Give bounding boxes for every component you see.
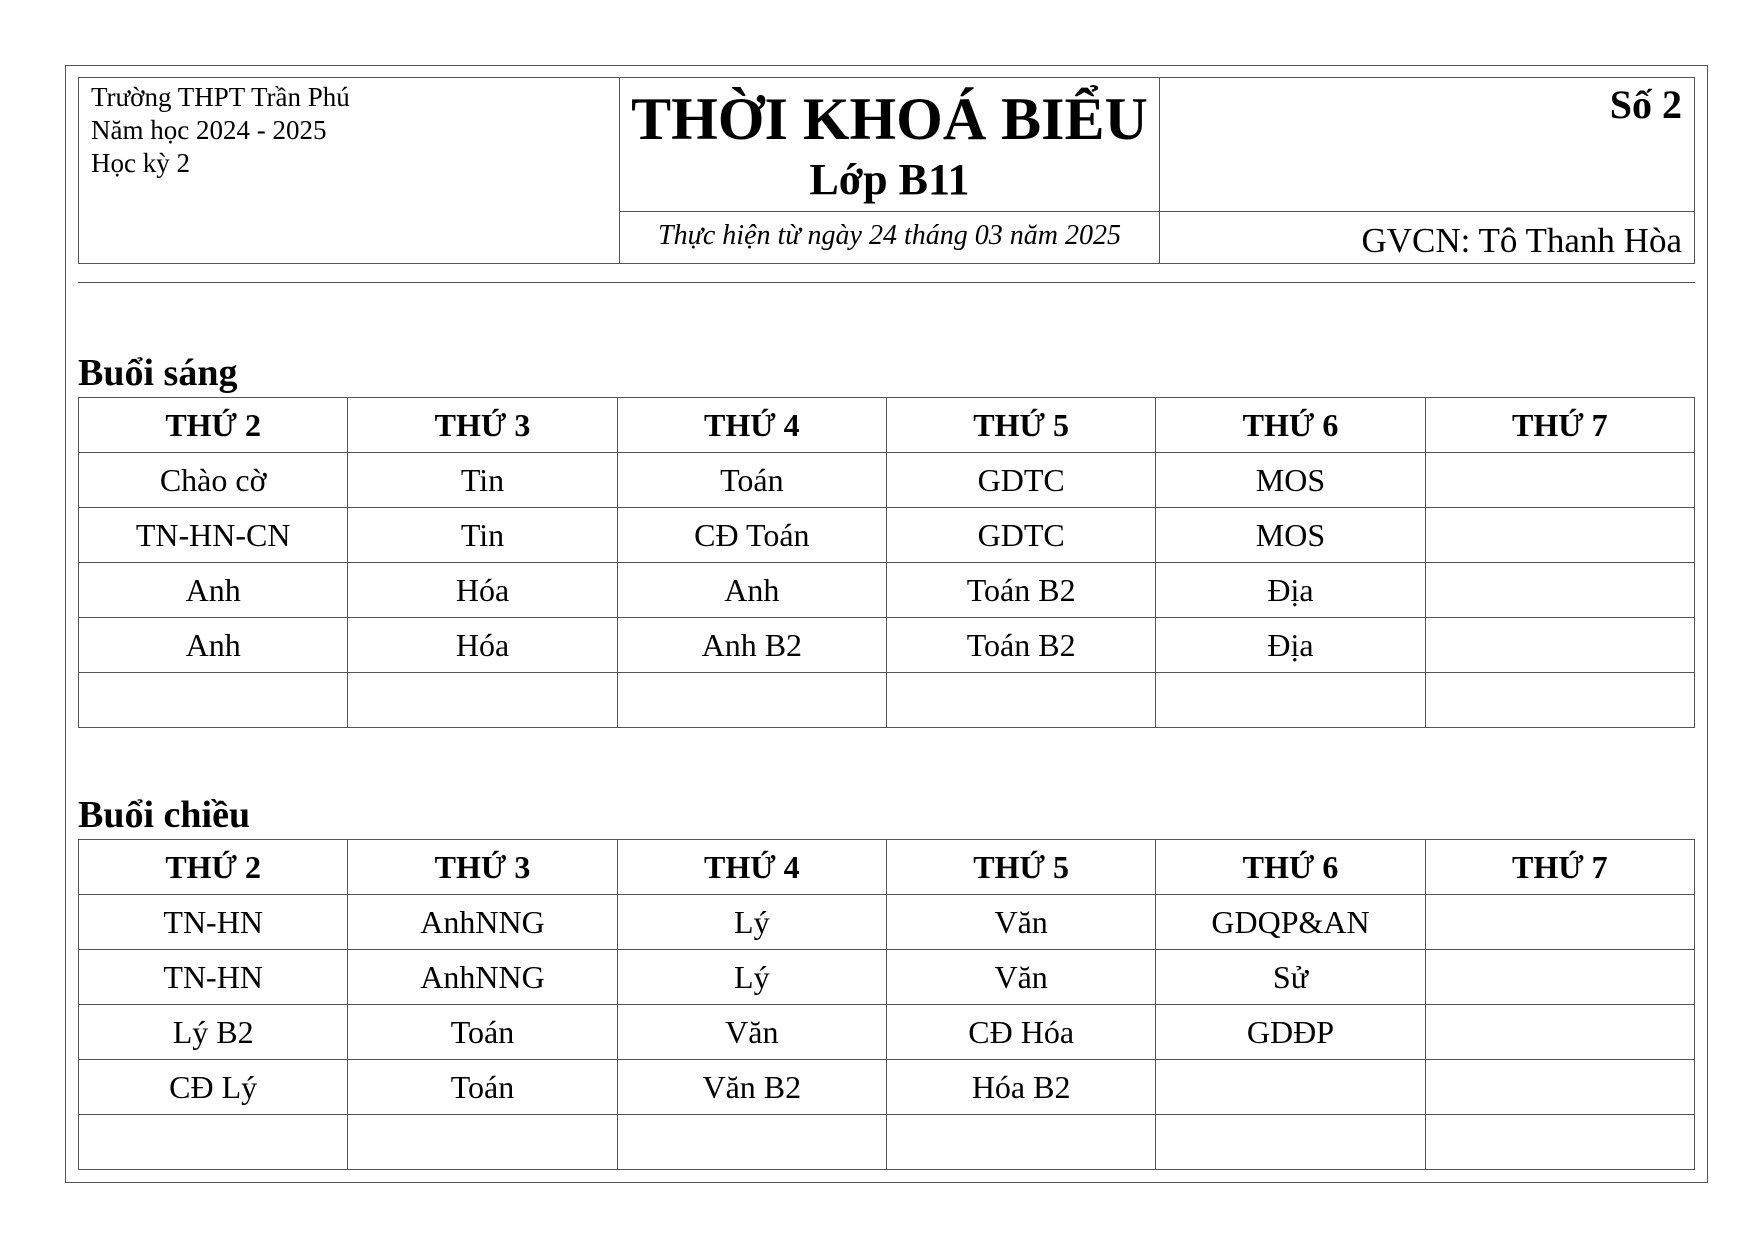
table-row [79, 618, 1695, 673]
subject-cell: AnhNNG [348, 950, 617, 1005]
table-row [79, 1005, 1695, 1060]
subject-cell [1425, 563, 1694, 618]
subject-cell [617, 1115, 886, 1170]
document-info [1159, 78, 1694, 263]
subject-cell: GDTC [886, 508, 1155, 563]
subject-cell: Toán B2 [886, 563, 1155, 618]
day-header: THỨ 2 [79, 840, 348, 895]
class-name: Lớp B11 [809, 155, 970, 204]
day-header: THỨ 6 [1156, 398, 1425, 453]
subject-cell [1425, 618, 1694, 673]
day-header: THỨ 4 [617, 840, 886, 895]
day-header: THỨ 6 [1156, 840, 1425, 895]
table-row [79, 1060, 1695, 1115]
subject-cell [79, 1115, 348, 1170]
day-header: THỨ 5 [886, 398, 1155, 453]
subject-cell [886, 673, 1155, 728]
header-separator [78, 282, 1695, 283]
subject-cell: CĐ Lý [79, 1060, 348, 1115]
subject-cell: MOS [1156, 453, 1425, 508]
subject-cell: Hóa B2 [886, 1060, 1155, 1115]
subject-cell: Hóa [348, 618, 617, 673]
subject-cell [1156, 1115, 1425, 1170]
effective-date: Thực hiện từ ngày 24 tháng 03 năm 2025 [658, 220, 1121, 251]
day-header: THỨ 2 [79, 398, 348, 453]
subject-cell [79, 673, 348, 728]
morning-section-title: Buổi sáng [78, 352, 238, 394]
table-row [79, 508, 1695, 563]
subject-cell: CĐ Hóa [886, 1005, 1155, 1060]
subject-cell [1156, 1060, 1425, 1115]
subject-cell [1156, 673, 1425, 728]
title-divider [620, 211, 1159, 212]
day-header: THỨ 7 [1425, 398, 1694, 453]
subject-cell [1425, 453, 1694, 508]
table-row [79, 950, 1695, 1005]
morning-timetable [78, 397, 1695, 728]
subject-cell: Anh [617, 563, 886, 618]
subject-cell [1425, 1115, 1694, 1170]
day-header: THỨ 5 [886, 840, 1155, 895]
subject-cell: Toán [348, 1005, 617, 1060]
subject-cell: Địa [1156, 563, 1425, 618]
subject-cell: Văn [886, 950, 1155, 1005]
subject-cell: AnhNNG [348, 895, 617, 950]
morning-header-row [79, 398, 1695, 453]
table-row [79, 453, 1695, 508]
day-header: THỨ 3 [348, 840, 617, 895]
subject-cell: Sử [1156, 950, 1425, 1005]
document-number: Số 2 [1609, 82, 1682, 127]
subject-cell: GDQP&AN [1156, 895, 1425, 950]
subject-cell [348, 673, 617, 728]
subject-cell: Lý [617, 950, 886, 1005]
afternoon-header-row [79, 840, 1695, 895]
subject-cell [1425, 950, 1694, 1005]
table-row [79, 673, 1695, 728]
subject-cell: Lý B2 [79, 1005, 348, 1060]
title-block [619, 78, 1159, 263]
subject-cell [1425, 895, 1694, 950]
afternoon-section-title: Buổi chiều [78, 794, 251, 836]
homeroom-teacher: GVCN: Tô Thanh Hòa [1361, 221, 1682, 260]
subject-cell: Văn [617, 1005, 886, 1060]
subject-cell: Văn [886, 895, 1155, 950]
school-year: Năm học 2024 - 2025 [91, 115, 327, 145]
subject-cell: Anh [79, 618, 348, 673]
afternoon-timetable [78, 839, 1695, 1170]
subject-cell: Toán [348, 1060, 617, 1115]
school-name: Trường THPT Trần Phú [91, 82, 350, 112]
subject-cell: Địa [1156, 618, 1425, 673]
subject-cell: Chào cờ [79, 453, 348, 508]
subject-cell: TN-HN [79, 895, 348, 950]
subject-cell: TN-HN-CN [79, 508, 348, 563]
subject-cell: Lý [617, 895, 886, 950]
subject-cell [1425, 1060, 1694, 1115]
subject-cell: Tin [348, 508, 617, 563]
subject-cell: GDĐP [1156, 1005, 1425, 1060]
day-header: THỨ 4 [617, 398, 886, 453]
subject-cell: MOS [1156, 508, 1425, 563]
subject-cell: GDTC [886, 453, 1155, 508]
subject-cell: Anh B2 [617, 618, 886, 673]
subject-cell: Văn B2 [617, 1060, 886, 1115]
page-title: THỜI KHOÁ BIỂU [631, 86, 1148, 152]
subject-cell: TN-HN [79, 950, 348, 1005]
subject-cell [617, 673, 886, 728]
subject-cell [1425, 1005, 1694, 1060]
table-row [79, 895, 1695, 950]
semester: Học kỳ 2 [91, 148, 190, 178]
day-header: THỨ 7 [1425, 840, 1694, 895]
subject-cell: Tin [348, 453, 617, 508]
subject-cell: Anh [79, 563, 348, 618]
timetable-header [78, 77, 1695, 264]
subject-cell [348, 1115, 617, 1170]
table-row [79, 1115, 1695, 1170]
table-row [79, 563, 1695, 618]
school-info [79, 78, 619, 263]
subject-cell: Toán B2 [886, 618, 1155, 673]
subject-cell [1425, 673, 1694, 728]
subject-cell [1425, 508, 1694, 563]
subject-cell: Toán [617, 453, 886, 508]
subject-cell: CĐ Toán [617, 508, 886, 563]
day-header: THỨ 3 [348, 398, 617, 453]
document-info-divider [1160, 211, 1694, 212]
subject-cell [886, 1115, 1155, 1170]
subject-cell: Hóa [348, 563, 617, 618]
